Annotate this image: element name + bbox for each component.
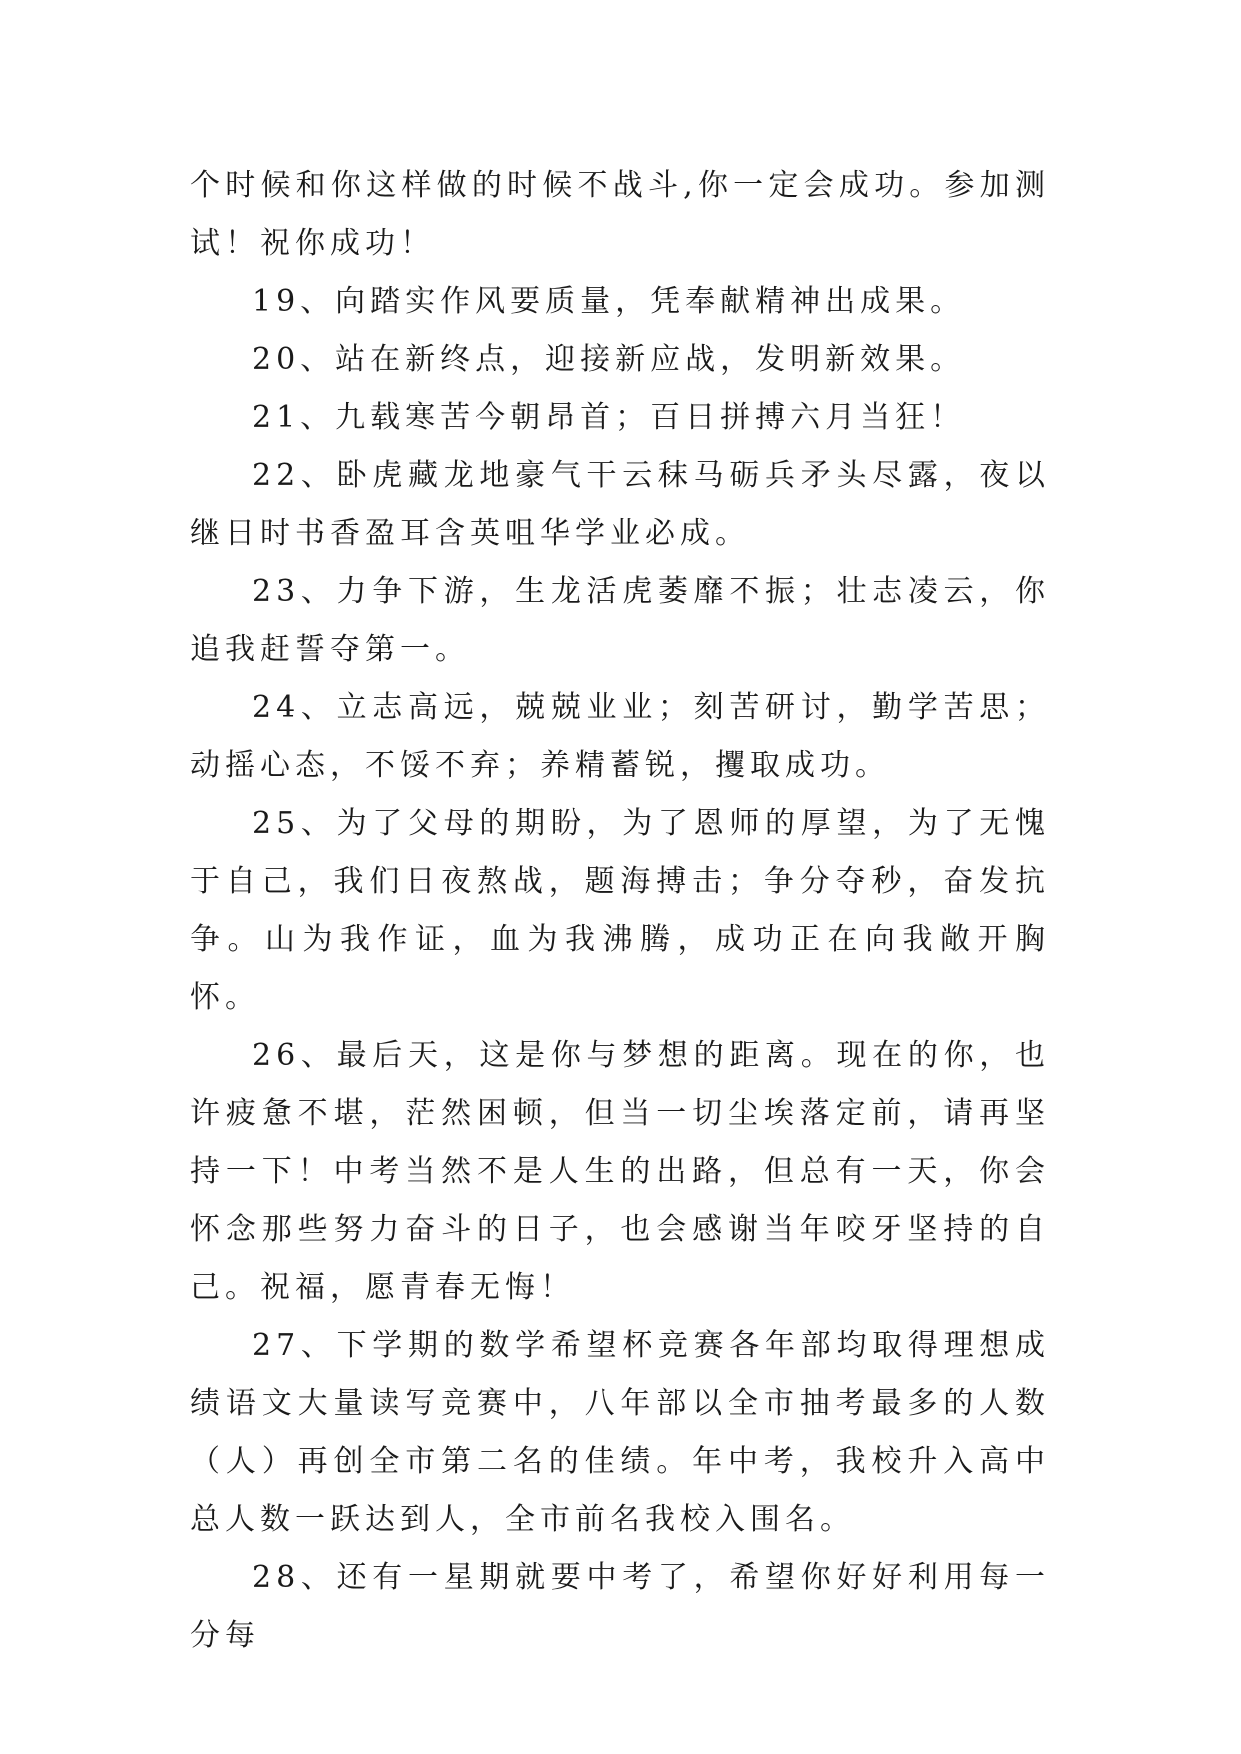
- paragraph-item-19: 19、向踏实作风要质量，凭奉献精神出成果。: [252, 284, 966, 319]
- paragraph-item-26: 26、最后天，这是你与梦想的距离。现在的你，也许疲惫不堪，茫然困顿，但当一切尘埃落定前，请再坚持一下！中考当然不是人生的出路，但总有一天，你会怀念那些努力奋斗的日子，也会感谢当年咬牙坚持的自己。祝福，愿青春无悔！: [190, 1038, 1050, 1305]
- paragraph-item-25: 25、为了父母的期盼，为了恩师的厚望，为了无愧于自己，我们日夜熬战，题海搏击；争分夺秒，奋发抗争。山为我作证，血为我沸腾，成功正在向我敞开胸怀。: [190, 806, 1050, 1015]
- paragraph-item-20: 20、站在新终点，迎接新应战，发明新效果。: [252, 342, 966, 377]
- paragraph-item-24: 24、立志高远，兢兢业业；刻苦研讨，勤学苦思；动摇心态，不馁不弃；养精蓄锐，攫取成功。: [190, 690, 1050, 783]
- document-body: [190, 157, 1050, 1665]
- paragraph-item-22: 22、卧虎藏龙地豪气干云秣马砺兵矛头尽露，夜以继日时书香盈耳含英咀华学业必成。: [190, 458, 1050, 551]
- paragraph-continuation: 个时候和你这样做的时候不战斗,你一定会成功。参加测试！祝你成功！: [190, 168, 1050, 261]
- paragraph-item-28: 28、还有一星期就要中考了，希望你好好利用每一分每: [190, 1560, 1050, 1653]
- paragraph-item-23: 23、力争下游，生龙活虎萎靡不振；壮志凌云，你追我赶誓夺第一。: [190, 574, 1050, 667]
- paragraph-item-27: 27、下学期的数学希望杯竞赛各年部均取得理想成绩语文大量读写竞赛中，八年部以全市抽考最多的人数（人）再创全市第二名的佳绩。年中考，我校升入高中总人数一跃达到人，全市前名我校入围名。: [190, 1328, 1050, 1537]
- paragraph-item-21: 21、九载寒苦今朝昂首；百日拼搏六月当狂！: [252, 400, 966, 435]
